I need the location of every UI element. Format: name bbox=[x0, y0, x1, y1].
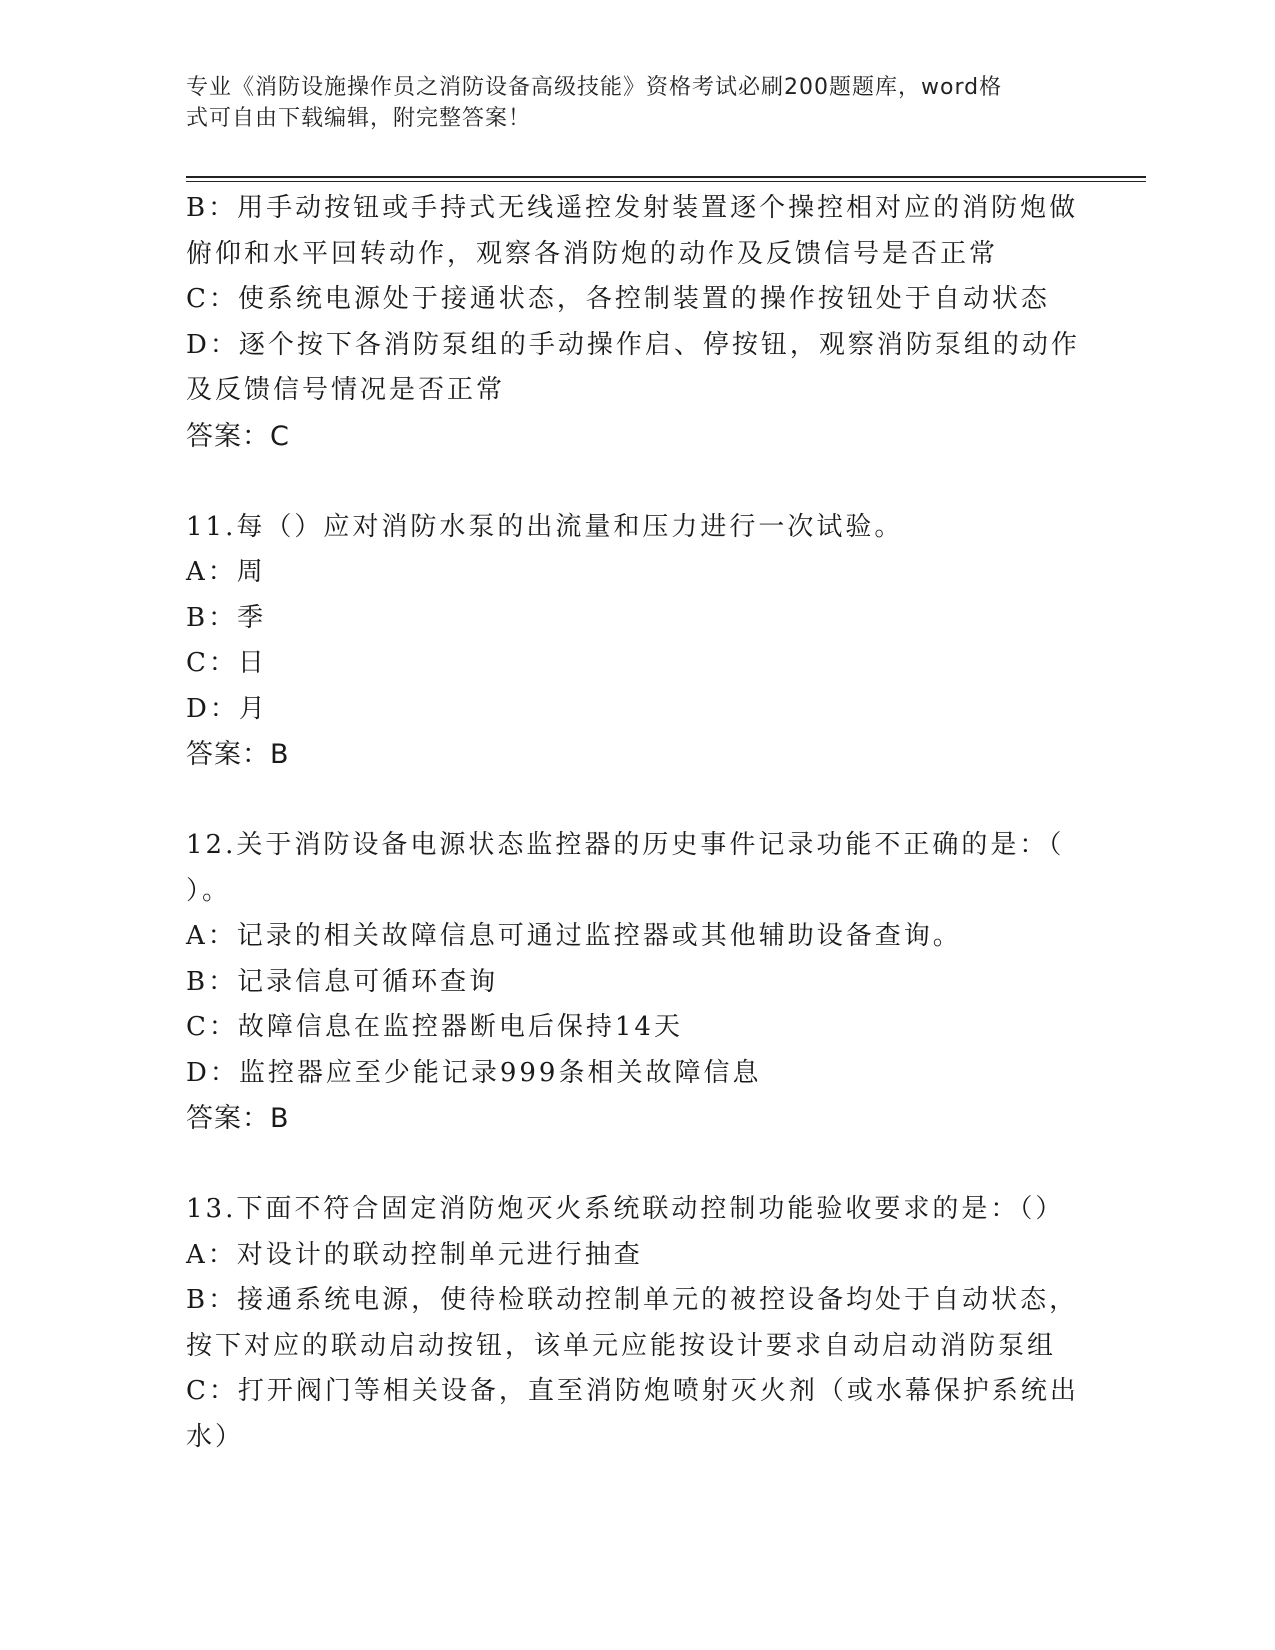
option-c: C：使系统电源处于接通状态，各控制装置的操作按钮处于自动状态 bbox=[186, 284, 1050, 314]
option-c: C：故障信息在监控器断电后保持14天 bbox=[186, 1012, 683, 1042]
option-c-line-2: 水） bbox=[186, 1421, 245, 1452]
answer: 答案：B bbox=[186, 739, 290, 770]
answer: 答案：B bbox=[186, 1103, 290, 1134]
question-stem: 13.下面不符合固定消防炮灭火系统联动控制功能验收要求的是：（） bbox=[186, 1194, 1065, 1224]
answer: 答案：C bbox=[186, 420, 290, 452]
header-rule-thin bbox=[186, 181, 1146, 182]
spacer bbox=[186, 1142, 1066, 1188]
header-rule-thick bbox=[186, 176, 1146, 178]
option-d: D：月 bbox=[186, 693, 268, 724]
option-b: B：季 bbox=[186, 602, 267, 633]
question-stem-line-1: 12.关于消防设备电源状态监控器的历史事件记录功能不正确的是：（ bbox=[186, 830, 1065, 860]
option-c-line-1: C：打开阀门等相关设备，直至消防炮喷射灭火剂（或水幕保护系统出 bbox=[186, 1376, 1079, 1406]
header-line-1: 专业《消防设施操作员之消防设备高级技能》资格考试必刷200题题库，word格 bbox=[186, 75, 1003, 100]
question-stem: 11.每（）应对消防水泵的出流量和压力进行一次试验。 bbox=[186, 511, 904, 542]
option-d-line-2: 及反馈信号情况是否正常 bbox=[186, 375, 506, 405]
spacer bbox=[186, 778, 1066, 824]
question-10-continued bbox=[186, 186, 1080, 459]
option-a: A：周 bbox=[186, 557, 266, 587]
option-b-line-1: B：用手动按钮或手持式无线遥控发射装置逐个操控相对应的消防炮做 bbox=[186, 193, 1079, 223]
option-a: A：记录的相关故障信息可通过监控器或其他辅助设备查询。 bbox=[186, 921, 962, 951]
page-header bbox=[186, 72, 1066, 134]
header-line-2: 式可自由下载编辑，附完整答案！ bbox=[186, 106, 532, 131]
option-b-line-2: 俯仰和水平回转动作，观察各消防炮的动作及反馈信号是否正常 bbox=[186, 238, 999, 269]
question-12 bbox=[186, 823, 1066, 1142]
question-13 bbox=[186, 1187, 1079, 1460]
option-c: C：日 bbox=[186, 648, 267, 678]
spacer bbox=[186, 459, 1066, 505]
option-b-line-2: 按下对应的联动启动按钮，该单元应能按设计要求自动启动消防泵组 bbox=[186, 1330, 1057, 1361]
option-a: A：对设计的联动控制单元进行抽查 bbox=[186, 1239, 643, 1270]
option-b-line-1: B：接通系统电源，使待检联动控制单元的被控设备均处于自动状态， bbox=[186, 1285, 1079, 1315]
option-d: D：监控器应至少能记录999条相关故障信息 bbox=[186, 1057, 762, 1088]
option-d-line-1: D：逐个按下各消防泵组的手动操作启、停按钮，观察消防泵组的动作 bbox=[186, 329, 1080, 360]
option-b: B：记录信息可循环查询 bbox=[186, 966, 499, 997]
document-body bbox=[186, 186, 1080, 1460]
question-stem-line-2: ）。 bbox=[186, 875, 232, 906]
question-11 bbox=[186, 505, 1066, 778]
